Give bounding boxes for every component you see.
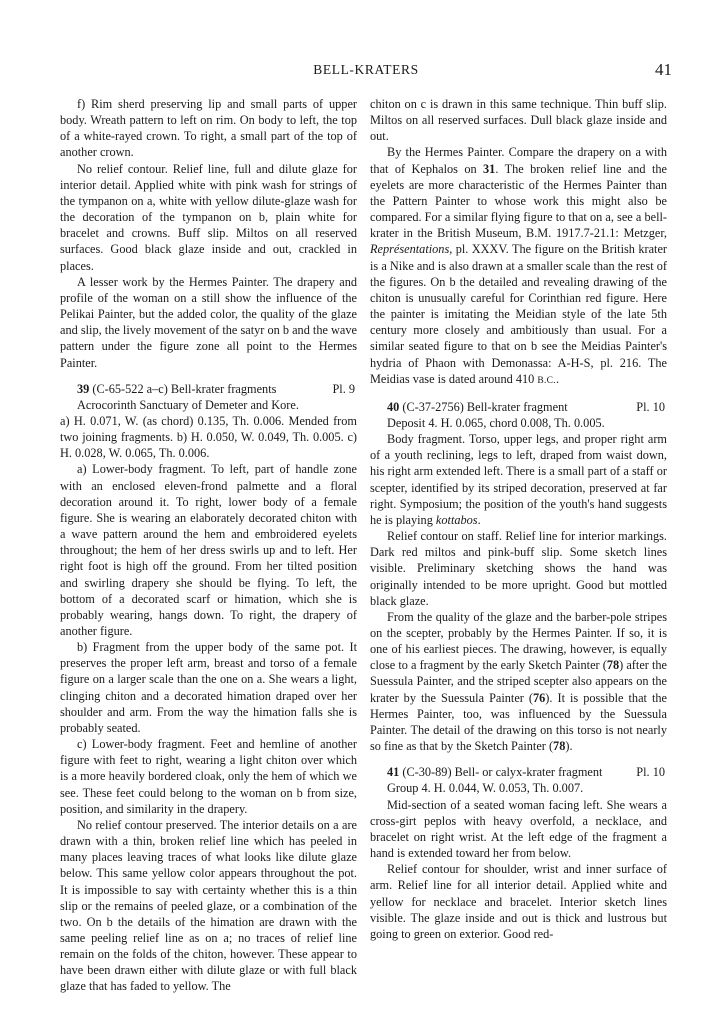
entry-40-location: Deposit 4. H. 0.065, chord 0.008, Th. 0.005. [387,415,605,430]
entry-40-inventory: (C-37-2756) Bell-krater fragment [399,399,568,414]
entry-41-plate: Pl. 10 [636,765,665,780]
entry-40-title [370,399,568,415]
italic-title: Représentations [370,242,450,257]
entry-39-dimensions: a) H. 0.071, W. (as chord) 0.135, Th. 0.006. Mended from two joining fragments. b) H. 0.050, W. 0.049, Th. 0.005. c) H. 0.028, W. 0.065, Th. 0.006. [60,413,357,461]
entry-39-heading [60,381,357,397]
cross-reference: 78 [606,658,620,673]
entry-41-title [370,764,602,780]
entry-41-location: Group 4. H. 0.044, W. 0.053, Th. 0.007. [387,781,584,796]
text-run: . The broken relief line and the eyelets are more characteristic of the Hermes Painter than the Pattern Painter to whose work this might also be compared. For a similar flying figure to that on a, see a bell-krater in the British Museum, B.M. 1917.7-21.1: Metzger, [370,161,667,241]
entry-40 [370,399,667,754]
entry-41-technique: Relief contour for shoulder, wrist and inner surface of arm. Relief line for all interior detail. Applied white and yellow for necklace and bracelet. Interior sketch lines visible. The glaze inside and out is thick and lustrous but going to green on exterior. Good red- [370,862,667,941]
text-run: From the quality of the glaze and the barber-pole stripes on the scepter, probably by the Hermes Painter. If so, it is one of his earliest pieces. The drawing, however, is equally close to a fragment by the early Sketch Painter ( [370,609,667,673]
entry-39-fragment-c: c) Lower-body fragment. Feet and hemline of another figure with feet to right, wearing a light chiton over which is a more heavily bordered cloak, only the hem of which we see. These feet could belong to the woman on b from size, position, and similarity in the drapery. [60,737,357,816]
paragraph-technique: No relief contour. Relief line, full and dilute glaze for interior detail. Applied white with pink wash for strings of the tympanon on a, white with yellow dilute-glaze wash for the decoration of the tympanon on b, plain white for bracelet and crowns. Buff slip. Miltos on all reserved surfaces. Good black glaze inside and out, crackled in places. [60,161,357,273]
entry-40-number: 40 [387,399,400,414]
entry-41-number: 41 [387,765,400,780]
entry-41-heading [370,764,667,780]
entry-41 [370,764,667,942]
text-run: ). [565,739,573,754]
text-run: ). It is possible that the Hermes Painter, too, was influenced by the Suessula Painter. The detail of the drawing on this torso is not nearly so fine as that by the Sketch Painter ( [370,690,667,754]
entry-39 [60,381,357,995]
text-run: . [555,371,560,386]
entry-39-attribution [370,144,667,388]
cross-reference: 31 [483,161,496,176]
page-number: 41 [655,60,672,79]
running-title: BELL-KRATERS [313,62,419,77]
entry-39-location: Acrocorinth Sanctuary of Demeter and Kore. [77,397,299,412]
small-caps-era: B.C. [537,375,556,386]
text-run: . [477,512,481,527]
paragraph-attribution: A lesser work by the Hermes Painter. The drapery and profile of the woman on a still show the influence of the Pelikai Painter, but the added color, the quality of the glaze and slip, the lively movement of the satyr on b and the wave pattern under the figure zone all point to the Hermes Painter. [60,274,357,370]
entry-40-heading [370,399,667,415]
left-column [60,96,357,995]
entry-40-attribution [370,609,667,754]
text-run: ) after the Suessula Painter, and the striped scepter also appears on the krater by the Suessula Painter ( [370,658,667,705]
entry-39-technique: No relief contour preserved. The interior details on a are drawn with a thin, broken relief line which has peeled in many places leaving traces of what looks like dilute glaze below. This same yellow color appears throughout the pot. It is impossible to say with certainty whether this is a thin slip or the remains of peeled glaze, or a combination of the two. On b the details of the himation are drawn with the same peeling relief line as on a; no traces of relief line remain on the folds of the chiton, however. These appear to have been drawn either with dilute glaze or with full black glaze that has faded to yellow. The [60,817,357,994]
entry-39-fragment-b: b) Fragment from the upper body of the same pot. It preserves the proper left arm, breast and torso of a female figure on a larger scale than the one on a. She wears a light, clinging chiton and a decorated himation draped over her shoulder and arm. From the way the himation falls she is probably seated. [60,640,357,735]
text-run: By the Hermes Painter. Compare the drapery on a with that of Kephalos on [370,145,667,176]
entry-40-description [370,431,667,528]
italic-term: kottabos [435,512,478,527]
cross-reference: 76 [533,690,546,705]
entry-40-plate: Pl. 10 [636,399,665,414]
entry-39-title [60,381,276,397]
entry-39-number: 39 [77,381,90,396]
text-run: , pl. XXXV. The figure on the British krater is a Nike and is also drawn at a smaller scale than the rest of the figures. On b the detailed and revealing drawing of the chiton is unusually careful for Corinthian red figure. Here the painter is imitating the Meidian style of the late 5th century more closely and ambitiously than usual. For a similar seated figure to that on b see the Meidias Painter's hydria of Phaon with Demonassa: A-H-S, pl. 216. The Meidias vase is dated around 410 [370,242,667,386]
entry-39-inventory: (C-65-522 a–c) Bell-krater fragments [89,381,277,396]
paragraph-f: f) Rim sherd preserving lip and small parts of upper body. Wreath pattern to left on rim. On body to left, the top of a white-rayed crown. To right, a small part of the top of another crown. [60,97,357,160]
entry-39-continued: chiton on c is drawn in this same technique. Thin buff slip. Miltos on all reserved surfaces. Dull black glaze inside and out. [370,97,667,144]
text-run: Body fragment. Torso, upper legs, and proper right arm of a youth reclining, legs to left, draped from waist down, his right arm extended left. There is a small part of a staff or scepter, identified by its striped decoration, preserved at far right. Symposium; the position of the youth's hand suggests he is playing [370,432,667,527]
entry-39-fragment-a: a) Lower-body fragment. To left, part of handle zone with an enclosed eleven-frond palmette and a floral decoration around it. To right, lower body of a female figure. She is wearing an elaborately decorated chiton with a wave pattern around the hem and embroidered eyelets throughout; the hem of her dress swirls up and to left. Her right foot is high off the ground. From her tilted position and swirling drapery she should be flying. To left, the bottom of a decorated scarf or himation, which she is probably wearing, hangs down. To right, the drapery of another figure. [60,462,357,638]
right-column [370,96,667,942]
entry-40-technique: Relief contour on staff. Relief line for interior markings. Dark red miltos and pink-buff slip. Some sketch lines visible. Preliminary sketching shows the hand was originally intended to be more upright. Good but mottled black glaze. [370,529,667,608]
cross-reference: 78 [553,739,566,754]
entry-39-plate: Pl. 9 [332,381,355,396]
entry-41-inventory: (C-30-89) Bell- or calyx-krater fragment [399,765,603,780]
entry-41-description: Mid-section of a seated woman facing left. She wears a cross-girt peplos with heavy overfold, a necklace, and bracelet on right wrist. At the left edge of the fragment a hand is extended toward her from below. [370,797,667,861]
running-head [60,62,672,82]
